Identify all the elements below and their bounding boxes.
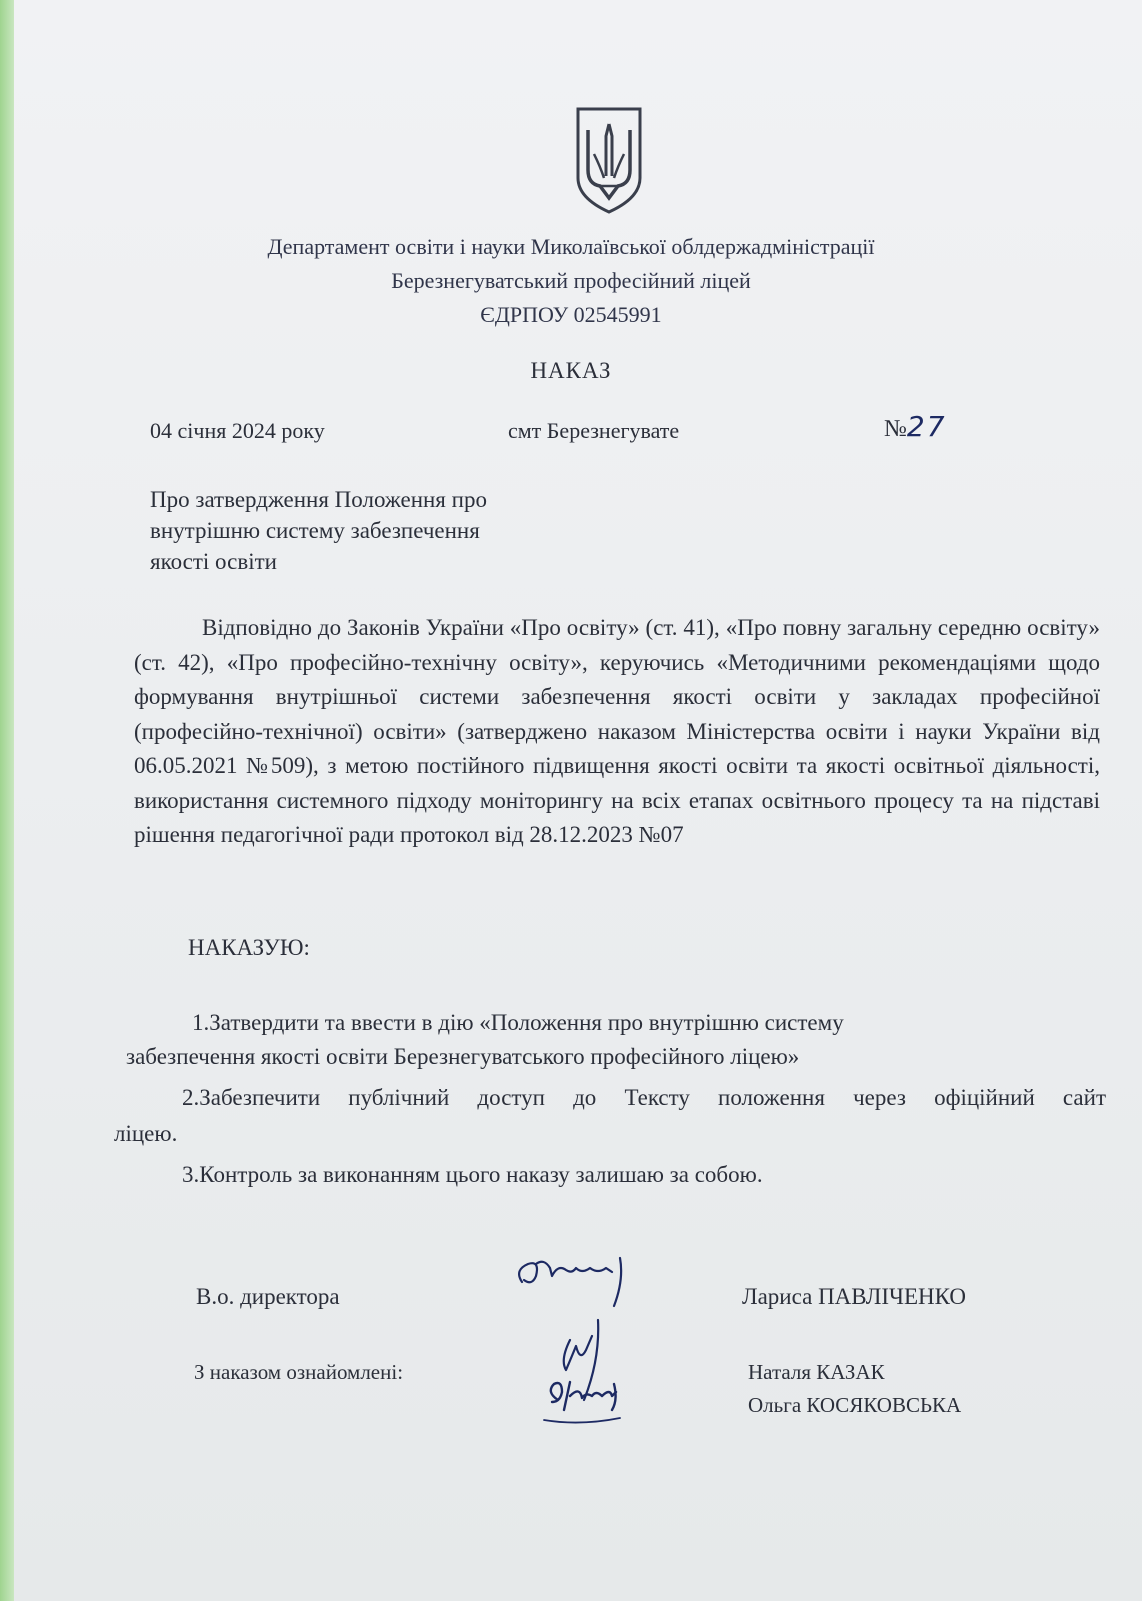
order-item-3: 3.Контроль за виконанням цього наказу залишаю за собою. <box>182 1162 763 1187</box>
order-date: 04 січня 2024 року <box>150 418 325 443</box>
preamble-paragraph: Відповідно до Законів України «Про освіту» (ст. 41), «Про повну загальну середню освіту» (ст. 42), «Про професійно-технічну освіту», керуючись «Методичними рекомендаціями щодо формування внутрішньої системи забезпечення якості освіти у закладах професійної (професійно-технічної) освіти» (затверджено наказом Міністерства освіти і науки України від 06.05.2021 №509), з метою постійного підвищення якості освіти та якості освітньої діяльності, використання системного підходу моніторингу на всіх етапах освітнього процесу та на підставі рішення педагогічної ради протокол від 28.12.2023 №07 <box>134 615 1100 847</box>
order-number <box>884 410 947 443</box>
subject-line: якості освіти <box>150 549 277 574</box>
number-prefix: № <box>884 416 907 442</box>
ukraine-coat-of-arms-icon <box>574 106 644 214</box>
order-item-1-line2: забезпечення якості освіти Березнегуватського професійного ліцею» <box>126 1044 800 1069</box>
order-subject <box>150 484 487 577</box>
order-item-2-line1: 2.Забезпечити публічний доступ до Тексту положення через офіційний сайт <box>182 1085 1106 1110</box>
acquaintance-signatures-icon <box>540 1300 650 1440</box>
order-item-2-line2: ліцею. <box>114 1121 178 1146</box>
document-title: НАКАЗ <box>530 358 612 383</box>
order-directive: НАКАЗУЮ: <box>188 935 310 960</box>
edrpou-code: ЄДРПОУ 02545991 <box>480 302 662 327</box>
director-title: В.о. директора <box>196 1284 340 1309</box>
acquainted-name-1: Наталя КАЗАК <box>748 1360 885 1384</box>
director-name: Лариса ПАВЛІЧЕНКО <box>742 1284 966 1309</box>
order-item-1-line1: 1.Затвердити та ввести в дію «Положення про внутрішню систему <box>192 1010 844 1035</box>
order-place: смт Березнегувате <box>508 418 680 443</box>
number-handwritten: 27 <box>906 410 947 443</box>
subject-line: внутрішню систему забезпечення <box>150 518 480 543</box>
subject-line: Про затвердження Положення про <box>150 487 487 512</box>
acquainted-name-2: Ольга КОСЯКОВСЬКА <box>748 1393 962 1417</box>
acquainted-label: З наказом ознайомлені: <box>194 1360 404 1384</box>
department-name: Департамент освіти і науки Миколаївської облдержадміністрації <box>267 234 875 259</box>
institution-name: Березнегуватський професійний ліцей <box>391 268 751 293</box>
